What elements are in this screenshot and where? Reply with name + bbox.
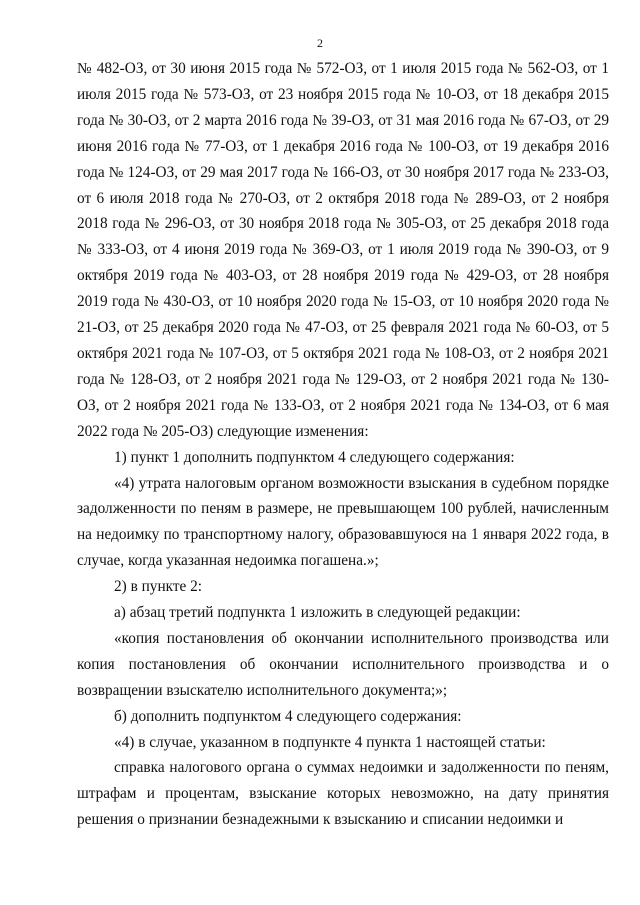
paragraph-tax-certificate: справка налогового органа о суммах недоимки и задолженности по пеням, штрафам и процентам, взыскание которых невозможно, на дату принятия решения о признании безнадежными к взысканию и списании недоимки и	[77, 759, 609, 829]
paragraph-law-amendments-list: № 482-ОЗ, от 30 июня 2015 года № 572-ОЗ, от 1 июля 2015 года № 562-ОЗ, от 1 июля 2015 года № 573-ОЗ, от 23 ноября 2015 года № 10-ОЗ, от 18 декабря 2015 года № 30-ОЗ, от 2 марта 2016 года № 39-ОЗ, от 31 мая 2016 года № 67-ОЗ, от 29 июня 2016 года № 77-ОЗ, от 1 декабря 2016 года № 100-ОЗ, от 19 декабря 2016 года № 124-ОЗ, от 29 мая 2017 года № 166-ОЗ, от 30 ноября 2017 года № 233-ОЗ, от 6 июля 2018 года № 270-ОЗ, от 2 октября 2018 года № 289-ОЗ, от 2 ноября 2018 года № 296-ОЗ, от 30 ноября 2018 года № 305-ОЗ, от 25 декабря 2018 года № 333-ОЗ, от 4 июня 2019 года № 369-ОЗ, от 1 июля 2019 года № 390-ОЗ, от 9 октября 2019 года № 403-ОЗ, от 28 ноября 2019 года № 429-ОЗ, от 28 ноября 2019 года № 430-ОЗ, от 10 ноября 2020 года № 15-ОЗ, от 10 ноября 2020 года № 21-ОЗ, от 25 декабря 2020 года № 47-ОЗ, от 25 февраля 2021 года № 60-ОЗ, от 5 октября 2021 года № 107-ОЗ, от 5 октября 2021 года № 108-ОЗ, от 2 ноября 2021 года № 128-ОЗ, от 2 ноября 2021 года № 129-ОЗ, от 2 ноября 2021 года № 130-ОЗ, от 2 ноября 2021 года № 133-ОЗ, от 2 ноября 2021 года № 134-ОЗ, от 6 мая 2022 года № 205-ОЗ) следующие изменения:	[77, 60, 609, 440]
document-body	[77, 56, 609, 833]
paragraph-subitem-a: а) абзац третий подпункта 1 изложить в следующей редакции:	[114, 604, 521, 622]
paragraph-item-1: 1) пункт 1 дополнить подпунктом 4 следующего содержания:	[114, 448, 515, 466]
paragraph-subitem-4-text: «4) утрата налоговым органом возможности взыскания в судебном порядке задолженности по пеням в размере, не превышающем 100 рублей, начисленным на недоимку по транспортному налогу, образовавшуюся на 1 января 2022 года, в случае, когда указанная недоимка погашена.»;	[77, 474, 609, 570]
paragraph-subitem-a-text: «копия постановления об окончании исполнительного производства или копия постановления об окончании исполнительного производства и о возвращении взыскателю исполнительного документа;»;	[77, 629, 609, 699]
page-number: 2	[317, 36, 323, 50]
paragraph-item-2: 2) в пункте 2:	[114, 578, 203, 596]
paragraph-subitem-b: б) дополнить подпунктом 4 следующего содержания:	[114, 707, 462, 725]
paragraph-subitem-b-text: «4) в случае, указанном в подпункте 4 пункта 1 настоящей статьи:	[114, 733, 546, 751]
